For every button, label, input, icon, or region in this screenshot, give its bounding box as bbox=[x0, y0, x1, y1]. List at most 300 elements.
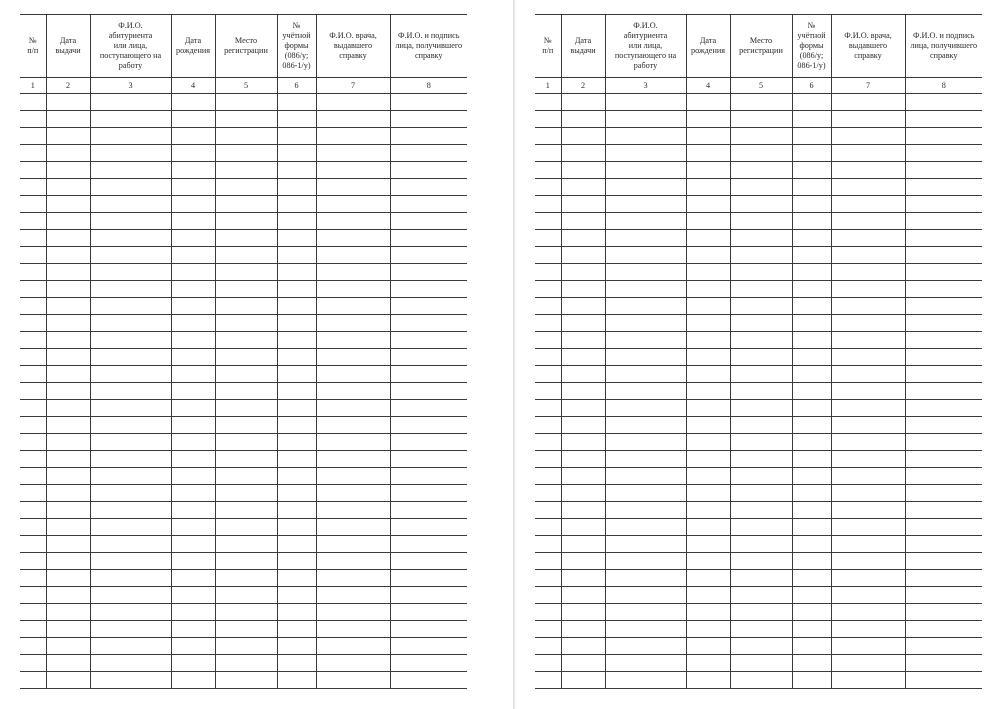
entry-cell[interactable] bbox=[535, 111, 561, 128]
entry-cell[interactable] bbox=[277, 536, 316, 553]
entry-cell[interactable] bbox=[561, 383, 605, 400]
entry-cell[interactable] bbox=[215, 366, 277, 383]
entry-cell[interactable] bbox=[686, 332, 730, 349]
entry-cell[interactable] bbox=[277, 366, 316, 383]
entry-cell[interactable] bbox=[390, 570, 467, 587]
entry-cell[interactable] bbox=[316, 468, 390, 485]
entry-cell[interactable] bbox=[46, 587, 90, 604]
entry-cell[interactable] bbox=[277, 451, 316, 468]
entry-cell[interactable] bbox=[171, 519, 215, 536]
entry-cell[interactable] bbox=[90, 672, 171, 689]
entry-cell[interactable] bbox=[316, 536, 390, 553]
entry-cell[interactable] bbox=[90, 400, 171, 417]
entry-cell[interactable] bbox=[686, 587, 730, 604]
entry-cell[interactable] bbox=[20, 417, 46, 434]
entry-cell[interactable] bbox=[20, 536, 46, 553]
entry-cell[interactable] bbox=[605, 162, 686, 179]
entry-cell[interactable] bbox=[686, 570, 730, 587]
entry-cell[interactable] bbox=[20, 145, 46, 162]
entry-cell[interactable] bbox=[46, 485, 90, 502]
entry-cell[interactable] bbox=[905, 213, 982, 230]
entry-cell[interactable] bbox=[605, 468, 686, 485]
entry-cell[interactable] bbox=[831, 264, 905, 281]
entry-cell[interactable] bbox=[535, 332, 561, 349]
entry-cell[interactable] bbox=[90, 434, 171, 451]
entry-cell[interactable] bbox=[792, 332, 831, 349]
entry-cell[interactable] bbox=[730, 349, 792, 366]
entry-cell[interactable] bbox=[390, 196, 467, 213]
entry-cell[interactable] bbox=[730, 315, 792, 332]
entry-cell[interactable] bbox=[730, 621, 792, 638]
entry-cell[interactable] bbox=[90, 383, 171, 400]
entry-cell[interactable] bbox=[535, 655, 561, 672]
entry-cell[interactable] bbox=[831, 604, 905, 621]
entry-cell[interactable] bbox=[390, 400, 467, 417]
entry-cell[interactable] bbox=[535, 366, 561, 383]
entry-cell[interactable] bbox=[535, 417, 561, 434]
entry-cell[interactable] bbox=[686, 281, 730, 298]
entry-cell[interactable] bbox=[90, 502, 171, 519]
entry-cell[interactable] bbox=[171, 485, 215, 502]
entry-cell[interactable] bbox=[171, 638, 215, 655]
entry-cell[interactable] bbox=[561, 145, 605, 162]
entry-cell[interactable] bbox=[730, 247, 792, 264]
entry-cell[interactable] bbox=[561, 400, 605, 417]
entry-cell[interactable] bbox=[316, 485, 390, 502]
entry-cell[interactable] bbox=[561, 349, 605, 366]
entry-cell[interactable] bbox=[792, 638, 831, 655]
entry-cell[interactable] bbox=[277, 111, 316, 128]
entry-cell[interactable] bbox=[831, 417, 905, 434]
entry-cell[interactable] bbox=[171, 604, 215, 621]
entry-cell[interactable] bbox=[561, 451, 605, 468]
entry-cell[interactable] bbox=[316, 111, 390, 128]
entry-cell[interactable] bbox=[535, 570, 561, 587]
entry-cell[interactable] bbox=[686, 179, 730, 196]
entry-cell[interactable] bbox=[20, 383, 46, 400]
entry-cell[interactable] bbox=[316, 213, 390, 230]
entry-cell[interactable] bbox=[390, 366, 467, 383]
entry-cell[interactable] bbox=[831, 672, 905, 689]
entry-cell[interactable] bbox=[215, 162, 277, 179]
entry-cell[interactable] bbox=[905, 247, 982, 264]
entry-cell[interactable] bbox=[46, 536, 90, 553]
entry-cell[interactable] bbox=[46, 111, 90, 128]
entry-cell[interactable] bbox=[90, 604, 171, 621]
entry-cell[interactable] bbox=[390, 502, 467, 519]
entry-cell[interactable] bbox=[535, 281, 561, 298]
entry-cell[interactable] bbox=[535, 145, 561, 162]
entry-cell[interactable] bbox=[792, 179, 831, 196]
entry-cell[interactable] bbox=[46, 434, 90, 451]
entry-cell[interactable] bbox=[730, 672, 792, 689]
entry-cell[interactable] bbox=[905, 587, 982, 604]
entry-cell[interactable] bbox=[390, 111, 467, 128]
entry-cell[interactable] bbox=[277, 468, 316, 485]
entry-cell[interactable] bbox=[20, 468, 46, 485]
entry-cell[interactable] bbox=[90, 621, 171, 638]
entry-cell[interactable] bbox=[90, 349, 171, 366]
entry-cell[interactable] bbox=[390, 162, 467, 179]
entry-cell[interactable] bbox=[831, 247, 905, 264]
entry-cell[interactable] bbox=[792, 315, 831, 332]
entry-cell[interactable] bbox=[561, 298, 605, 315]
entry-cell[interactable] bbox=[215, 213, 277, 230]
entry-cell[interactable] bbox=[390, 94, 467, 111]
entry-cell[interactable] bbox=[215, 247, 277, 264]
entry-cell[interactable] bbox=[390, 621, 467, 638]
entry-cell[interactable] bbox=[171, 502, 215, 519]
entry-cell[interactable] bbox=[831, 621, 905, 638]
entry-cell[interactable] bbox=[561, 94, 605, 111]
entry-cell[interactable] bbox=[686, 417, 730, 434]
entry-cell[interactable] bbox=[90, 111, 171, 128]
entry-cell[interactable] bbox=[277, 315, 316, 332]
entry-cell[interactable] bbox=[831, 298, 905, 315]
entry-cell[interactable] bbox=[792, 400, 831, 417]
entry-cell[interactable] bbox=[46, 179, 90, 196]
entry-cell[interactable] bbox=[316, 621, 390, 638]
entry-cell[interactable] bbox=[171, 570, 215, 587]
entry-cell[interactable] bbox=[792, 196, 831, 213]
entry-cell[interactable] bbox=[46, 468, 90, 485]
entry-cell[interactable] bbox=[46, 383, 90, 400]
entry-cell[interactable] bbox=[831, 570, 905, 587]
entry-cell[interactable] bbox=[390, 145, 467, 162]
entry-cell[interactable] bbox=[605, 485, 686, 502]
entry-cell[interactable] bbox=[730, 111, 792, 128]
entry-cell[interactable] bbox=[905, 434, 982, 451]
entry-cell[interactable] bbox=[831, 502, 905, 519]
entry-cell[interactable] bbox=[215, 400, 277, 417]
entry-cell[interactable] bbox=[171, 247, 215, 264]
entry-cell[interactable] bbox=[686, 655, 730, 672]
entry-cell[interactable] bbox=[90, 553, 171, 570]
entry-cell[interactable] bbox=[215, 468, 277, 485]
entry-cell[interactable] bbox=[46, 655, 90, 672]
entry-cell[interactable] bbox=[90, 332, 171, 349]
entry-cell[interactable] bbox=[831, 111, 905, 128]
entry-cell[interactable] bbox=[686, 400, 730, 417]
entry-cell[interactable] bbox=[535, 196, 561, 213]
entry-cell[interactable] bbox=[20, 332, 46, 349]
entry-cell[interactable] bbox=[390, 213, 467, 230]
entry-cell[interactable] bbox=[215, 281, 277, 298]
entry-cell[interactable] bbox=[605, 281, 686, 298]
entry-cell[interactable] bbox=[277, 128, 316, 145]
entry-cell[interactable] bbox=[605, 145, 686, 162]
entry-cell[interactable] bbox=[277, 230, 316, 247]
entry-cell[interactable] bbox=[792, 434, 831, 451]
entry-cell[interactable] bbox=[316, 570, 390, 587]
entry-cell[interactable] bbox=[215, 94, 277, 111]
entry-cell[interactable] bbox=[535, 587, 561, 604]
entry-cell[interactable] bbox=[905, 94, 982, 111]
entry-cell[interactable] bbox=[831, 281, 905, 298]
entry-cell[interactable] bbox=[171, 417, 215, 434]
entry-cell[interactable] bbox=[390, 553, 467, 570]
entry-cell[interactable] bbox=[390, 417, 467, 434]
entry-cell[interactable] bbox=[831, 332, 905, 349]
entry-cell[interactable] bbox=[686, 128, 730, 145]
entry-cell[interactable] bbox=[277, 553, 316, 570]
entry-cell[interactable] bbox=[905, 111, 982, 128]
entry-cell[interactable] bbox=[390, 128, 467, 145]
entry-cell[interactable] bbox=[792, 570, 831, 587]
entry-cell[interactable] bbox=[316, 638, 390, 655]
entry-cell[interactable] bbox=[535, 434, 561, 451]
entry-cell[interactable] bbox=[730, 468, 792, 485]
entry-cell[interactable] bbox=[390, 638, 467, 655]
entry-cell[interactable] bbox=[46, 213, 90, 230]
entry-cell[interactable] bbox=[605, 264, 686, 281]
entry-cell[interactable] bbox=[20, 349, 46, 366]
entry-cell[interactable] bbox=[905, 553, 982, 570]
entry-cell[interactable] bbox=[831, 587, 905, 604]
entry-cell[interactable] bbox=[730, 179, 792, 196]
entry-cell[interactable] bbox=[561, 604, 605, 621]
entry-cell[interactable] bbox=[905, 672, 982, 689]
entry-cell[interactable] bbox=[171, 451, 215, 468]
entry-cell[interactable] bbox=[831, 519, 905, 536]
entry-cell[interactable] bbox=[316, 298, 390, 315]
entry-cell[interactable] bbox=[561, 587, 605, 604]
entry-cell[interactable] bbox=[20, 672, 46, 689]
entry-cell[interactable] bbox=[277, 502, 316, 519]
entry-cell[interactable] bbox=[277, 349, 316, 366]
entry-cell[interactable] bbox=[90, 655, 171, 672]
entry-cell[interactable] bbox=[905, 417, 982, 434]
entry-cell[interactable] bbox=[905, 332, 982, 349]
entry-cell[interactable] bbox=[20, 434, 46, 451]
entry-cell[interactable] bbox=[730, 366, 792, 383]
entry-cell[interactable] bbox=[605, 434, 686, 451]
entry-cell[interactable] bbox=[171, 383, 215, 400]
entry-cell[interactable] bbox=[277, 196, 316, 213]
entry-cell[interactable] bbox=[605, 247, 686, 264]
entry-cell[interactable] bbox=[277, 247, 316, 264]
entry-cell[interactable] bbox=[561, 281, 605, 298]
entry-cell[interactable] bbox=[605, 570, 686, 587]
entry-cell[interactable] bbox=[605, 536, 686, 553]
entry-cell[interactable] bbox=[792, 383, 831, 400]
entry-cell[interactable] bbox=[686, 162, 730, 179]
entry-cell[interactable] bbox=[605, 519, 686, 536]
entry-cell[interactable] bbox=[535, 553, 561, 570]
entry-cell[interactable] bbox=[535, 519, 561, 536]
entry-cell[interactable] bbox=[905, 536, 982, 553]
entry-cell[interactable] bbox=[90, 94, 171, 111]
entry-cell[interactable] bbox=[46, 366, 90, 383]
entry-cell[interactable] bbox=[316, 230, 390, 247]
entry-cell[interactable] bbox=[171, 298, 215, 315]
entry-cell[interactable] bbox=[686, 485, 730, 502]
entry-cell[interactable] bbox=[20, 230, 46, 247]
entry-cell[interactable] bbox=[730, 485, 792, 502]
entry-cell[interactable] bbox=[686, 213, 730, 230]
entry-cell[interactable] bbox=[605, 417, 686, 434]
entry-cell[interactable] bbox=[535, 230, 561, 247]
entry-cell[interactable] bbox=[316, 332, 390, 349]
entry-cell[interactable] bbox=[730, 434, 792, 451]
entry-cell[interactable] bbox=[277, 417, 316, 434]
entry-cell[interactable] bbox=[905, 162, 982, 179]
entry-cell[interactable] bbox=[905, 383, 982, 400]
entry-cell[interactable] bbox=[46, 553, 90, 570]
entry-cell[interactable] bbox=[905, 349, 982, 366]
entry-cell[interactable] bbox=[686, 536, 730, 553]
entry-cell[interactable] bbox=[171, 468, 215, 485]
entry-cell[interactable] bbox=[535, 94, 561, 111]
entry-cell[interactable] bbox=[561, 162, 605, 179]
entry-cell[interactable] bbox=[535, 621, 561, 638]
entry-cell[interactable] bbox=[171, 332, 215, 349]
entry-cell[interactable] bbox=[730, 162, 792, 179]
entry-cell[interactable] bbox=[792, 298, 831, 315]
entry-cell[interactable] bbox=[390, 434, 467, 451]
entry-cell[interactable] bbox=[277, 281, 316, 298]
entry-cell[interactable] bbox=[277, 179, 316, 196]
entry-cell[interactable] bbox=[316, 315, 390, 332]
entry-cell[interactable] bbox=[171, 536, 215, 553]
entry-cell[interactable] bbox=[561, 536, 605, 553]
entry-cell[interactable] bbox=[792, 672, 831, 689]
entry-cell[interactable] bbox=[792, 349, 831, 366]
entry-cell[interactable] bbox=[831, 638, 905, 655]
entry-cell[interactable] bbox=[171, 179, 215, 196]
entry-cell[interactable] bbox=[831, 655, 905, 672]
entry-cell[interactable] bbox=[46, 519, 90, 536]
entry-cell[interactable] bbox=[535, 349, 561, 366]
entry-cell[interactable] bbox=[277, 213, 316, 230]
entry-cell[interactable] bbox=[561, 621, 605, 638]
entry-cell[interactable] bbox=[215, 604, 277, 621]
entry-cell[interactable] bbox=[20, 128, 46, 145]
entry-cell[interactable] bbox=[535, 502, 561, 519]
entry-cell[interactable] bbox=[20, 213, 46, 230]
entry-cell[interactable] bbox=[171, 655, 215, 672]
entry-cell[interactable] bbox=[215, 655, 277, 672]
entry-cell[interactable] bbox=[561, 553, 605, 570]
entry-cell[interactable] bbox=[390, 655, 467, 672]
entry-cell[interactable] bbox=[20, 519, 46, 536]
entry-cell[interactable] bbox=[20, 179, 46, 196]
entry-cell[interactable] bbox=[316, 451, 390, 468]
entry-cell[interactable] bbox=[277, 298, 316, 315]
entry-cell[interactable] bbox=[46, 145, 90, 162]
entry-cell[interactable] bbox=[535, 315, 561, 332]
entry-cell[interactable] bbox=[90, 230, 171, 247]
entry-cell[interactable] bbox=[171, 230, 215, 247]
entry-cell[interactable] bbox=[730, 298, 792, 315]
entry-cell[interactable] bbox=[831, 315, 905, 332]
entry-cell[interactable] bbox=[171, 162, 215, 179]
entry-cell[interactable] bbox=[215, 553, 277, 570]
entry-cell[interactable] bbox=[561, 570, 605, 587]
entry-cell[interactable] bbox=[215, 196, 277, 213]
entry-cell[interactable] bbox=[792, 162, 831, 179]
entry-cell[interactable] bbox=[215, 485, 277, 502]
entry-cell[interactable] bbox=[905, 570, 982, 587]
entry-cell[interactable] bbox=[316, 366, 390, 383]
entry-cell[interactable] bbox=[686, 672, 730, 689]
entry-cell[interactable] bbox=[171, 145, 215, 162]
entry-cell[interactable] bbox=[535, 604, 561, 621]
entry-cell[interactable] bbox=[171, 264, 215, 281]
entry-cell[interactable] bbox=[215, 672, 277, 689]
entry-cell[interactable] bbox=[561, 672, 605, 689]
entry-cell[interactable] bbox=[905, 604, 982, 621]
entry-cell[interactable] bbox=[686, 111, 730, 128]
entry-cell[interactable] bbox=[171, 587, 215, 604]
entry-cell[interactable] bbox=[605, 179, 686, 196]
entry-cell[interactable] bbox=[215, 383, 277, 400]
entry-cell[interactable] bbox=[171, 196, 215, 213]
entry-cell[interactable] bbox=[171, 553, 215, 570]
entry-cell[interactable] bbox=[792, 264, 831, 281]
entry-cell[interactable] bbox=[90, 536, 171, 553]
entry-cell[interactable] bbox=[905, 264, 982, 281]
entry-cell[interactable] bbox=[535, 264, 561, 281]
entry-cell[interactable] bbox=[792, 553, 831, 570]
entry-cell[interactable] bbox=[20, 94, 46, 111]
entry-cell[interactable] bbox=[535, 213, 561, 230]
entry-cell[interactable] bbox=[905, 298, 982, 315]
entry-cell[interactable] bbox=[831, 553, 905, 570]
entry-cell[interactable] bbox=[316, 655, 390, 672]
entry-cell[interactable] bbox=[730, 264, 792, 281]
entry-cell[interactable] bbox=[215, 111, 277, 128]
entry-cell[interactable] bbox=[605, 672, 686, 689]
entry-cell[interactable] bbox=[730, 332, 792, 349]
entry-cell[interactable] bbox=[90, 451, 171, 468]
entry-cell[interactable] bbox=[605, 451, 686, 468]
entry-cell[interactable] bbox=[277, 264, 316, 281]
entry-cell[interactable] bbox=[792, 366, 831, 383]
entry-cell[interactable] bbox=[46, 502, 90, 519]
entry-cell[interactable] bbox=[20, 162, 46, 179]
entry-cell[interactable] bbox=[535, 451, 561, 468]
entry-cell[interactable] bbox=[605, 553, 686, 570]
entry-cell[interactable] bbox=[535, 383, 561, 400]
entry-cell[interactable] bbox=[561, 434, 605, 451]
entry-cell[interactable] bbox=[831, 162, 905, 179]
entry-cell[interactable] bbox=[561, 247, 605, 264]
entry-cell[interactable] bbox=[46, 298, 90, 315]
entry-cell[interactable] bbox=[215, 502, 277, 519]
entry-cell[interactable] bbox=[561, 196, 605, 213]
entry-cell[interactable] bbox=[90, 417, 171, 434]
entry-cell[interactable] bbox=[215, 179, 277, 196]
entry-cell[interactable] bbox=[905, 281, 982, 298]
entry-cell[interactable] bbox=[171, 434, 215, 451]
entry-cell[interactable] bbox=[535, 536, 561, 553]
entry-cell[interactable] bbox=[561, 417, 605, 434]
entry-cell[interactable] bbox=[561, 315, 605, 332]
entry-cell[interactable] bbox=[277, 400, 316, 417]
entry-cell[interactable] bbox=[686, 604, 730, 621]
entry-cell[interactable] bbox=[792, 145, 831, 162]
entry-cell[interactable] bbox=[46, 332, 90, 349]
entry-cell[interactable] bbox=[561, 638, 605, 655]
entry-cell[interactable] bbox=[390, 468, 467, 485]
entry-cell[interactable] bbox=[730, 417, 792, 434]
entry-cell[interactable] bbox=[535, 468, 561, 485]
entry-cell[interactable] bbox=[277, 162, 316, 179]
entry-cell[interactable] bbox=[686, 383, 730, 400]
entry-cell[interactable] bbox=[605, 349, 686, 366]
entry-cell[interactable] bbox=[316, 434, 390, 451]
